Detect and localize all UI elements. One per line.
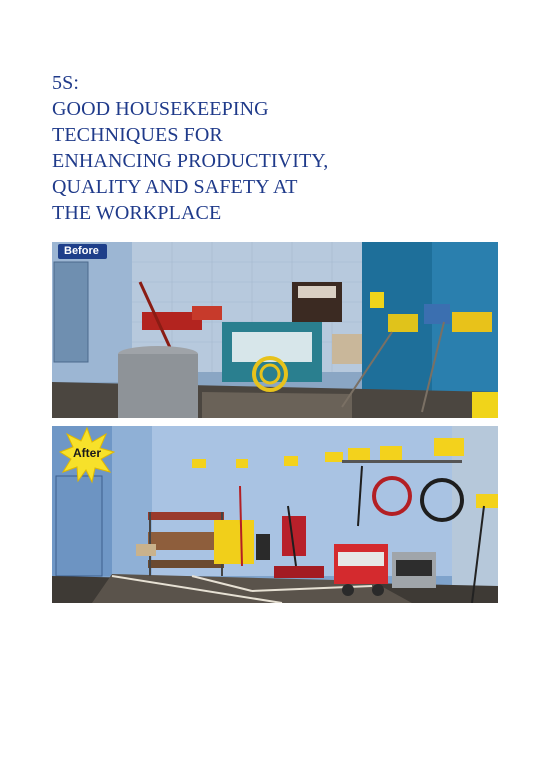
after-photo (52, 426, 498, 603)
before-tag: Before (58, 244, 107, 259)
before-photo (52, 242, 498, 418)
document-title (52, 70, 492, 226)
title-line-4: ENHANCING PRODUCTIVITY, (52, 150, 329, 172)
title-line-3: TECHNIQUES FOR (52, 124, 223, 146)
before-photo-illustration (52, 242, 498, 418)
after-tag (58, 426, 116, 484)
title-line-6: THE WORKPLACE (52, 202, 222, 224)
title-line-2: GOOD HOUSEKEEPING (52, 98, 269, 120)
title-line-1: 5S: (52, 72, 79, 94)
after-photo-illustration (52, 426, 498, 603)
after-label: After (72, 446, 101, 460)
title-line-5: QUALITY AND SAFETY AT (52, 176, 298, 198)
